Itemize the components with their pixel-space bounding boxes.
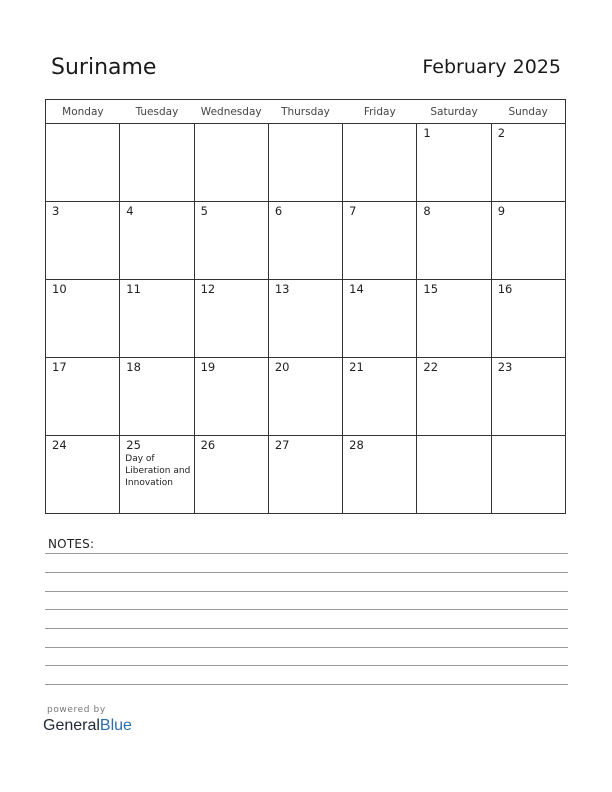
week-row [46, 202, 566, 280]
weekday-wednesday: Wednesday [194, 100, 268, 124]
week-row [46, 124, 566, 202]
day-number: 16 [497, 282, 513, 296]
day-number: 10 [52, 282, 67, 296]
notes-line [45, 665, 568, 666]
day-cell [343, 202, 417, 280]
generalblue-logo[interactable] [43, 717, 132, 735]
day-number: 27 [274, 438, 290, 452]
day-number: 19 [200, 360, 216, 374]
holiday-label: Day of Liberation and Innovation [125, 454, 191, 488]
day-number: 25 [126, 438, 141, 452]
weekday-friday: Friday [343, 100, 417, 124]
day-cell [120, 358, 194, 436]
notes-line [45, 572, 568, 573]
day-number: 12 [200, 282, 216, 296]
day-cell [120, 202, 194, 280]
weekday-thursday: Thursday [268, 100, 342, 124]
day-number: 18 [126, 360, 141, 374]
day-number: 28 [349, 438, 364, 452]
day-cell [343, 436, 417, 514]
day-cell [491, 202, 565, 280]
notes-line [45, 628, 568, 629]
day-number: 1 [423, 126, 431, 140]
week-row [46, 436, 566, 514]
day-cell [194, 436, 268, 514]
day-number: 11 [126, 282, 141, 296]
day-cell [343, 280, 417, 358]
weekday-tuesday: Tuesday [120, 100, 194, 124]
day-cell [194, 124, 268, 202]
day-cell [268, 202, 342, 280]
day-number: 24 [52, 438, 67, 452]
day-cell [120, 124, 194, 202]
day-number: 4 [126, 204, 134, 218]
day-number: 23 [497, 360, 513, 374]
day-cell [194, 280, 268, 358]
day-number: 26 [200, 438, 216, 452]
day-cell [194, 358, 268, 436]
day-number: 20 [274, 360, 290, 374]
day-cell [491, 124, 565, 202]
day-number: 7 [349, 204, 357, 218]
day-cell [194, 202, 268, 280]
day-number: 8 [423, 204, 431, 218]
day-cell [268, 436, 342, 514]
day-cell [46, 280, 120, 358]
weekday-monday: Monday [46, 100, 120, 124]
calendar-grid [45, 99, 566, 514]
day-number: 2 [497, 126, 506, 140]
notes-line [45, 684, 568, 685]
country-title: Suriname [51, 55, 157, 80]
weekday-sunday: Sunday [491, 100, 565, 124]
day-cell [417, 358, 491, 436]
day-cell [268, 280, 342, 358]
month-year-title: February 2025 [422, 56, 561, 78]
day-cell [491, 280, 565, 358]
day-number: 17 [52, 360, 67, 374]
day-cell [268, 358, 342, 436]
day-cell [343, 358, 417, 436]
day-number: 14 [349, 282, 364, 296]
day-number: 9 [497, 204, 506, 218]
day-cell [417, 436, 491, 514]
day-cell [417, 202, 491, 280]
day-number: 15 [423, 282, 439, 296]
notes-line [45, 591, 568, 592]
day-cell [120, 280, 194, 358]
day-number: 13 [274, 282, 290, 296]
day-number: 22 [423, 360, 439, 374]
powered-by-text: powered by [47, 705, 106, 715]
brand-general-text: General [43, 717, 100, 734]
day-cell [46, 358, 120, 436]
notes-line [45, 553, 568, 554]
week-row [46, 280, 566, 358]
day-cell [417, 124, 491, 202]
day-cell [120, 436, 194, 514]
notes-line [45, 647, 568, 648]
day-number: 3 [52, 204, 60, 218]
brand-blue-text: Blue [99, 717, 132, 734]
day-cell [268, 124, 342, 202]
weekday-header-row [46, 100, 566, 124]
notes-line [45, 609, 568, 610]
day-cell [491, 358, 565, 436]
week-row [46, 358, 566, 436]
weekday-saturday: Saturday [417, 100, 491, 124]
day-number: 21 [349, 360, 364, 374]
day-cell [46, 202, 120, 280]
day-cell [491, 436, 565, 514]
notes-label: NOTES: [48, 537, 95, 551]
day-cell [46, 124, 120, 202]
day-cell [343, 124, 417, 202]
day-cell [46, 436, 120, 514]
day-number: 5 [200, 204, 208, 218]
day-number: 6 [274, 204, 283, 218]
day-cell [417, 280, 491, 358]
